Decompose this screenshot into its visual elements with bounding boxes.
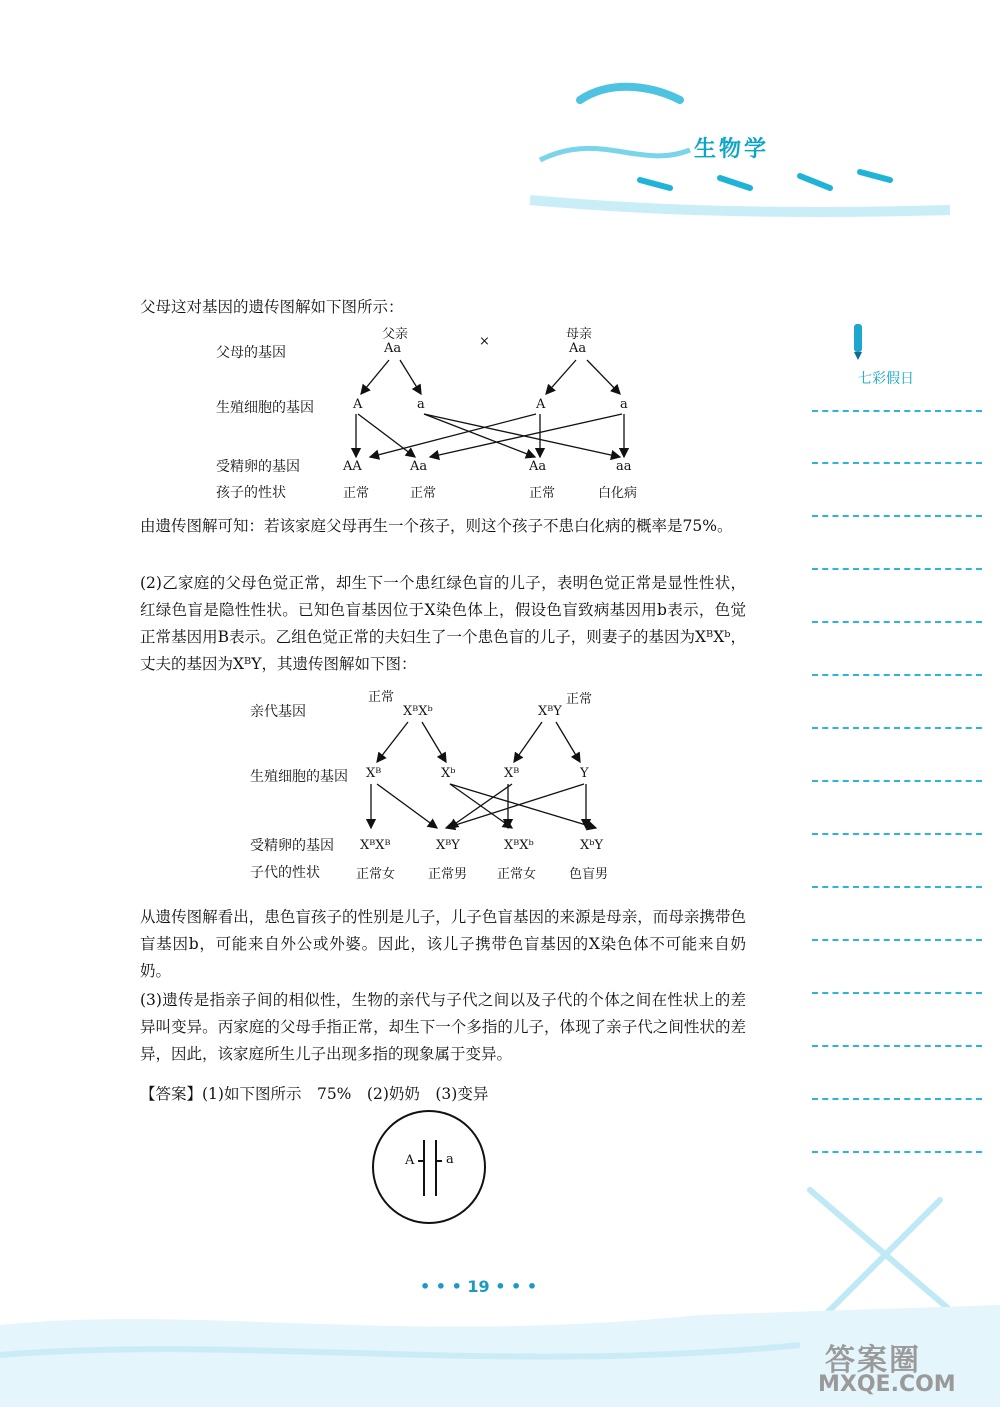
row-label-zygotes: 受精卵的基因 (250, 838, 334, 854)
allele-right: a (446, 1152, 454, 1167)
trait: 正常女 (356, 867, 396, 882)
zygote: XᴮXᵇ (504, 838, 534, 853)
row-label-traits: 孩子的性状 (216, 485, 286, 501)
trait: 正常女 (497, 867, 537, 882)
gamete: a (620, 397, 628, 412)
trait: 正常 (343, 486, 370, 501)
paragraph-conclusion-2: 从遗传图解看出，患色盲孩子的性别是儿子，儿子色盲基因的来源是母亲，而母亲携带色盲基因b，可能来自外公或外婆。因此，该儿子携带色盲基因的X染色体不可能来自奶奶。 (140, 908, 746, 980)
gamete: Xᴮ (366, 766, 382, 781)
row-label-traits: 子代的性状 (250, 865, 320, 881)
row-label-parents: 亲代基因 (250, 704, 306, 720)
gamete: a (417, 397, 425, 412)
answer-line: 【答案】(1)如下图所示 75% (2)奶奶 (3)变异 (140, 1085, 489, 1103)
trait: 白化病 (598, 486, 638, 501)
row-label-zygotes: 受精卵的基因 (216, 459, 300, 475)
mother-label: 母亲 (566, 327, 593, 342)
gamete: A (536, 397, 546, 412)
brand-url-watermark: MXQE.COM (818, 1372, 956, 1397)
brand-watermark: 答案圈 (825, 1343, 921, 1378)
side-label: 七彩假日 (858, 371, 914, 387)
zygote: XᴮY (436, 838, 460, 853)
zygote: AA (343, 459, 362, 474)
diagram1-intro: 父母这对基因的遗传图解如下图所示： (140, 298, 404, 316)
paragraph-conclusion-1: 由遗传图解可知：若该家庭父母再生一个孩子，则这个孩子不患白化病的概率是75%。 (140, 517, 733, 535)
trait: 正常男 (428, 867, 468, 882)
zygote: aa (616, 459, 632, 474)
trait: 色盲男 (569, 867, 609, 882)
normal-label: 正常 (566, 692, 593, 707)
row-label-parents: 父母的基因 (216, 345, 286, 361)
page-number: • • • 19 • • • (420, 1277, 538, 1296)
row-label-gametes: 生殖细胞的基因 (250, 769, 348, 785)
row-label-gametes: 生殖细胞的基因 (216, 400, 314, 416)
zygote: Aa (529, 459, 547, 474)
allele-left: A (405, 1153, 415, 1168)
father-genotype: XᴮY (538, 704, 562, 719)
father-label: 父亲 (382, 327, 409, 342)
paragraph-question-2: (2)乙家庭的父母色觉正常，却生下一个患红绿色盲的儿子，表明色觉正常是显性性状，红绿色盲是隐性性状。已知色盲基因位于X染色体上，假设色盲致病基因用b表示，色觉正常基因用B表示。乙组色觉正常的夫妇生了一个患色盲的儿子，则妻子的基因为XᴮXᵇ，丈夫的基因为XᴮY，其遗传图解如下图： (140, 574, 746, 673)
mother-genotype: XᴮXᵇ (403, 704, 433, 719)
trait: 正常 (529, 486, 556, 501)
gamete: Xᵇ (441, 766, 456, 781)
paragraph-question-3: (3)遗传是指亲子间的相似性，生物的亲代与子代之间以及子代的个体之间在性状上的差异叫变异。丙家庭的父母手指正常，却生下一个多指的儿子，体现了亲子代之间性状的差异，因此，该家庭所生儿子出现多指的现象属于变异。 (140, 991, 746, 1063)
subject-title: 生物学 (694, 137, 770, 162)
zygote: XᴮXᴮ (360, 838, 391, 853)
zygote: XᵇY (580, 838, 604, 853)
gamete: Y (580, 766, 589, 781)
trait: 正常 (410, 486, 437, 501)
father-genotype: Aa (384, 341, 402, 356)
gamete: Xᴮ (504, 766, 520, 781)
gamete: A (353, 397, 363, 412)
normal-label: 正常 (368, 690, 395, 705)
zygote: Aa (410, 459, 428, 474)
mother-genotype: Aa (569, 341, 587, 356)
cross-symbol: × (479, 334, 490, 349)
